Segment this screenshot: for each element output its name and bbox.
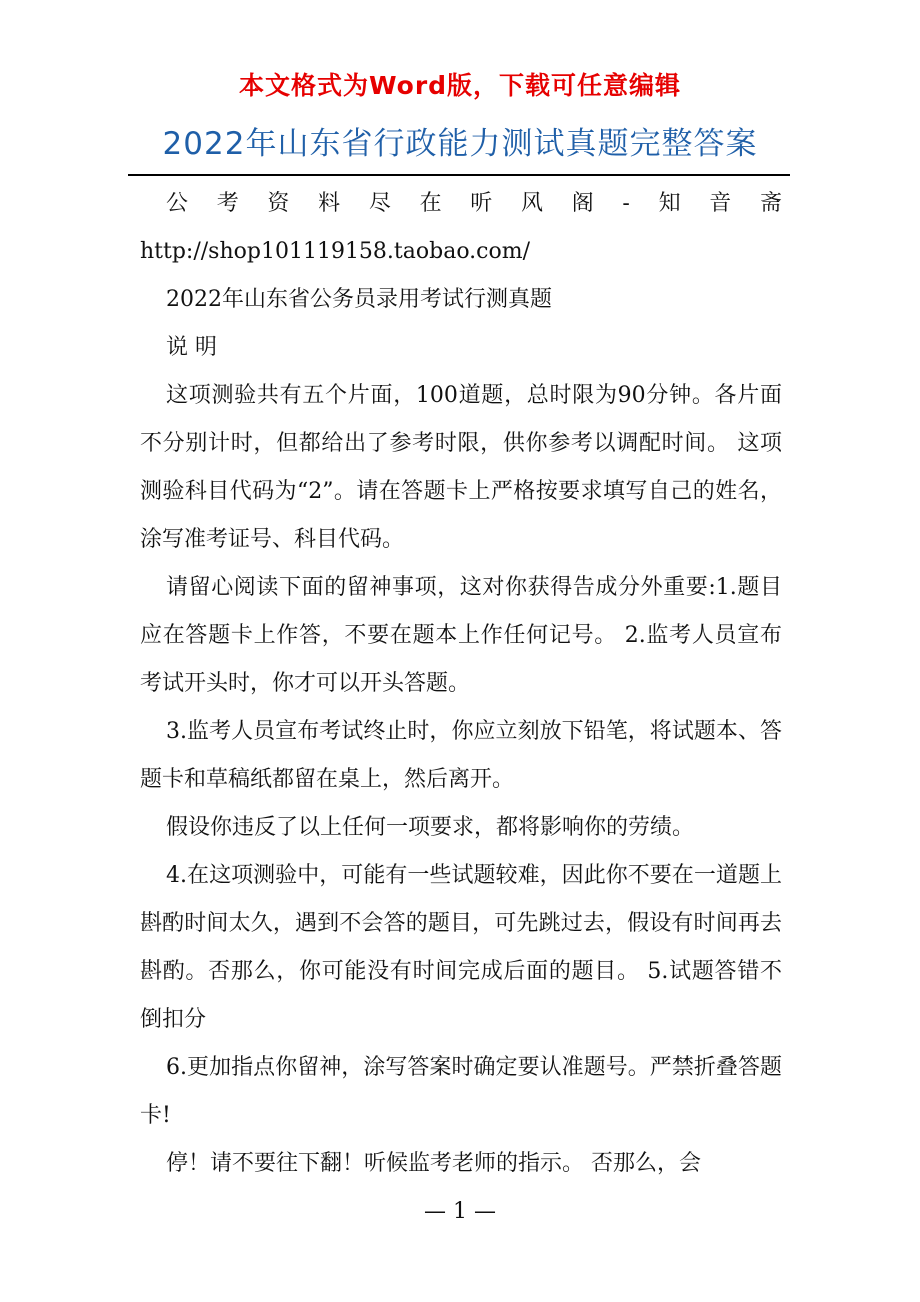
source-url: http://shop101119158.taobao.com/ (140, 239, 531, 264)
paragraph: 停！请不要往下翻！听候监考老师的指示。 否那么，会 (166, 1151, 701, 1176)
paragraph: 6.更加指点你留神，涂写答案时确定要认准题号。严禁折叠答题卡! (140, 1055, 782, 1128)
paragraph: 请留心阅读下面的留神事项，这对你获得告成分外重要:1.题目应在答题卡上作答，不要在题本上作任何记号。 2.监考人员宣布考试开头时，你才可以开头答题。 (140, 575, 782, 696)
source-line: 公考资料尽在听风阁-知音斋 (166, 191, 782, 216)
format-banner: 本文格式为Word版，下载可任意编辑 (238, 71, 682, 100)
paragraph: 假设你违反了以上任何一项要求，都将影响你的劳绩。 (166, 815, 695, 840)
paragraph: 说 明 (166, 335, 217, 360)
paragraph: 2022年山东省公务员录用考试行测真题 (166, 287, 552, 312)
paragraph: 这项测验共有五个片面，100道题，总时限为90分钟。各片面不分别计时，但都给出了参考时限，供你参考以调配时间。 这项测验科目代码为“2”。请在答题卡上严格按要求填写自己的姓名，涂写准考证号、科目代码。 (140, 383, 782, 552)
page-number: — 1 — (424, 1199, 496, 1224)
paragraph: 3.监考人员宣布考试终止时，你应立刻放下铅笔，将试题本、答题卡和草稿纸都留在桌上，然后离开。 (140, 719, 782, 792)
title-divider (128, 174, 790, 176)
paragraph: 4.在这项测验中，可能有一些试题较难，因此你不要在一道题上斟酌时间太久，遇到不会答的题目，可先跳过去，假设有时间再去斟酌。否那么，你可能没有时间完成后面的题目。 5.试题答错不倒扣分 (140, 863, 782, 1032)
document-body (140, 180, 782, 1188)
document-title: 2022年山东省行政能力测试真题完整答案 (162, 126, 758, 162)
